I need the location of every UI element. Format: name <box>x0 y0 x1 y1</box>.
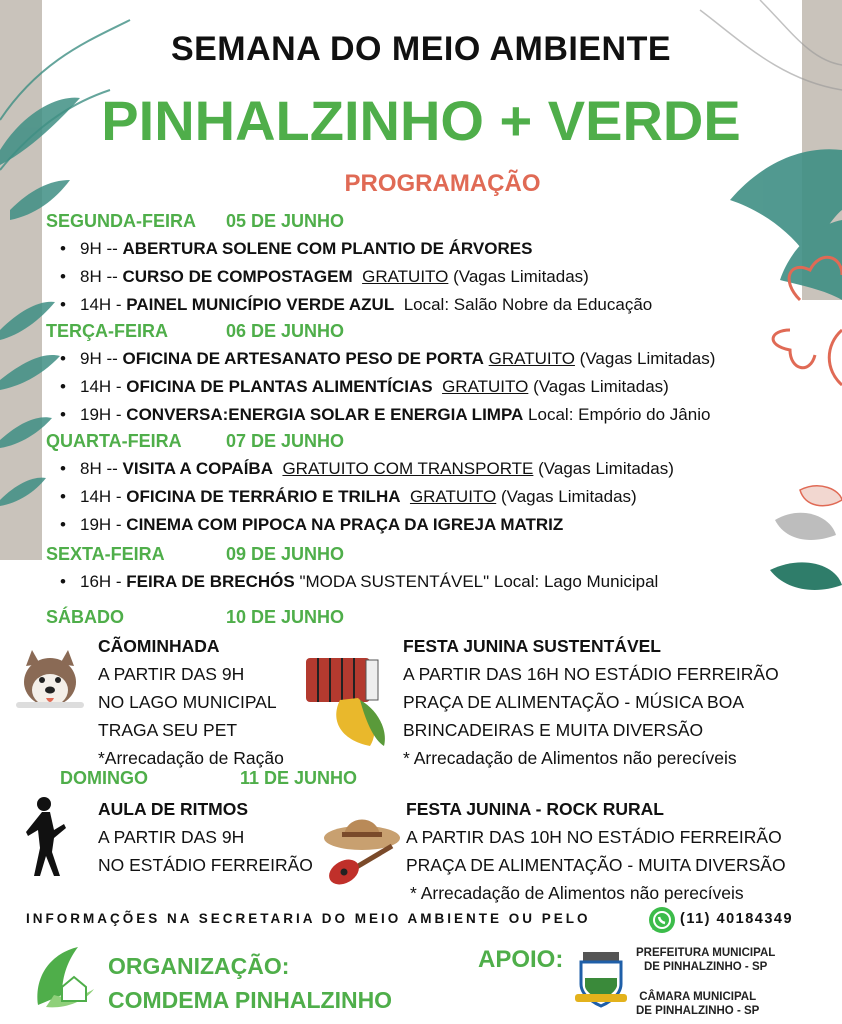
contact-info: INFORMAÇÕES NA SECRETARIA DO MEIO AMBIENTE OU PELO <box>26 911 591 926</box>
sunday-left-block <box>98 795 313 879</box>
saturday-right-block <box>403 632 779 772</box>
day-name: SÁBADO <box>46 607 125 627</box>
support-label: APOIO: <box>478 946 564 973</box>
schedule-item: • 14H - OFICINA DE TERRÁRIO E TRILHA GRATUITO (Vagas Limitadas) <box>62 487 637 507</box>
activity-title: FESTA JUNINA SUSTENTÁVEL <box>403 636 661 656</box>
activity-title: AULA DE RITMOS <box>98 799 249 819</box>
day-name: SEGUNDA-FEIRA <box>46 211 197 231</box>
city-crest-icon <box>575 950 627 1010</box>
day-date: 09 DE JUNHO <box>226 544 345 564</box>
schedule-item: • 19H - CONVERSA:ENERGIA SOLAR E ENERGIA LIMPA Local: Empório do Jânio <box>62 405 710 425</box>
activity-line: PRAÇA DE ALIMENTAÇÃO - MUITA DIVERSÃO <box>406 855 786 875</box>
activity-line: TRAGA SEU PET <box>98 720 238 740</box>
house-leaf-logo <box>32 945 98 1011</box>
dancer-icon <box>24 796 68 878</box>
day-heading <box>46 211 345 232</box>
supporter-camara: CÂMARA MUNICIPAL DE PINHALZINHO - SP <box>636 991 760 1017</box>
day-date: 07 DE JUNHO <box>226 431 345 451</box>
schedule-item: • 19H - CINEMA COM PIPOCA NA PRAÇA DA IGREJA MATRIZ <box>62 515 563 535</box>
activity-line: NO LAGO MUNICIPAL <box>98 692 277 712</box>
day-date: 05 DE JUNHO <box>226 211 345 231</box>
day-heading <box>60 768 358 789</box>
schedule-item: • 9H -- ABERTURA SOLENE COM PLANTIO DE ÁRVORES <box>62 239 532 259</box>
supporter-prefeitura: PREFEITURA MUNICIPAL DE PINHALZINHO - SP <box>636 947 776 973</box>
sunday-right-block <box>406 795 786 907</box>
leaf-icon <box>770 475 842 615</box>
activity-line: *Arrecadação de Ração <box>98 748 284 768</box>
day-name: SEXTA-FEIRA <box>46 544 165 564</box>
schedule-item: • 8H -- VISITA A COPAÍBA GRATUITO COM TRANSPORTE (Vagas Limitadas) <box>62 459 674 479</box>
whatsapp-icon <box>648 906 676 934</box>
day-name: DOMINGO <box>60 768 148 788</box>
phone-number[interactable]: (11) 40184349 <box>680 911 794 927</box>
day-heading <box>46 607 345 628</box>
activity-title: FESTA JUNINA - ROCK RURAL <box>406 799 664 819</box>
schedule-item: • 14H - PAINEL MUNICÍPIO VERDE AZUL Local: Salão Nobre da Educação <box>62 295 652 315</box>
event-title: SEMANA DO MEIO AMBIENTE <box>170 30 672 68</box>
dog-icon <box>14 648 86 710</box>
activity-line: A PARTIR DAS 9H <box>98 827 245 847</box>
day-name: TERÇA-FEIRA <box>46 321 168 341</box>
activity-line: * Arrecadação de Alimentos não perecíveis <box>403 748 737 768</box>
schedule-item: • 8H -- CURSO DE COMPOSTAGEM GRATUITO (Vagas Limitadas) <box>62 267 589 287</box>
organization-label: ORGANIZAÇÃO: <box>108 953 290 979</box>
activity-line: A PARTIR DAS 16H NO ESTÁDIO FERREIRÃO <box>403 664 779 684</box>
day-heading <box>46 321 345 342</box>
activity-line: BRINCADEIRAS E MUITA DIVERSÃO <box>403 720 704 740</box>
activity-line: NO ESTÁDIO FERREIRÃO <box>98 855 313 875</box>
event-subtitle: PINHALZINHO + VERDE <box>101 89 741 152</box>
activity-line: PRAÇA DE ALIMENTAÇÃO - MÚSICA BOA <box>403 692 745 712</box>
section-title: PROGRAMAÇÃO <box>344 170 541 197</box>
activity-line: * Arrecadação de Alimentos não perecíveis <box>410 883 744 903</box>
activity-line: A PARTIR DAS 10H NO ESTÁDIO FERREIRÃO <box>406 827 782 847</box>
day-name: QUARTA-FEIRA <box>46 431 182 451</box>
schedule-item: • 14H - OFICINA DE PLANTAS ALIMENTÍCIAS GRATUITO (Vagas Limitadas) <box>62 377 669 397</box>
schedule-item: • 9H -- OFICINA DE ARTESANATO PESO DE PORTA GRATUITO (Vagas Limitadas) <box>62 349 715 369</box>
day-heading <box>46 431 345 452</box>
accordion-corn-icon <box>300 640 392 748</box>
day-date: 11 DE JUNHO <box>240 768 358 788</box>
organization-name: COMDEMA PINHALZINHO <box>108 987 393 1013</box>
day-date: 10 DE JUNHO <box>226 607 345 627</box>
day-date: 06 DE JUNHO <box>226 321 345 341</box>
activity-line: A PARTIR DAS 9H <box>98 664 245 684</box>
day-heading <box>46 544 345 565</box>
hat-guitar-icon <box>322 808 404 886</box>
activity-title: CÃOMINHADA <box>98 636 220 656</box>
schedule-item: • 16H - FEIRA DE BRECHÓS "MODA SUSTENTÁVEL" Local: Lago Municipal <box>62 572 658 592</box>
saturday-left-block <box>98 632 284 772</box>
